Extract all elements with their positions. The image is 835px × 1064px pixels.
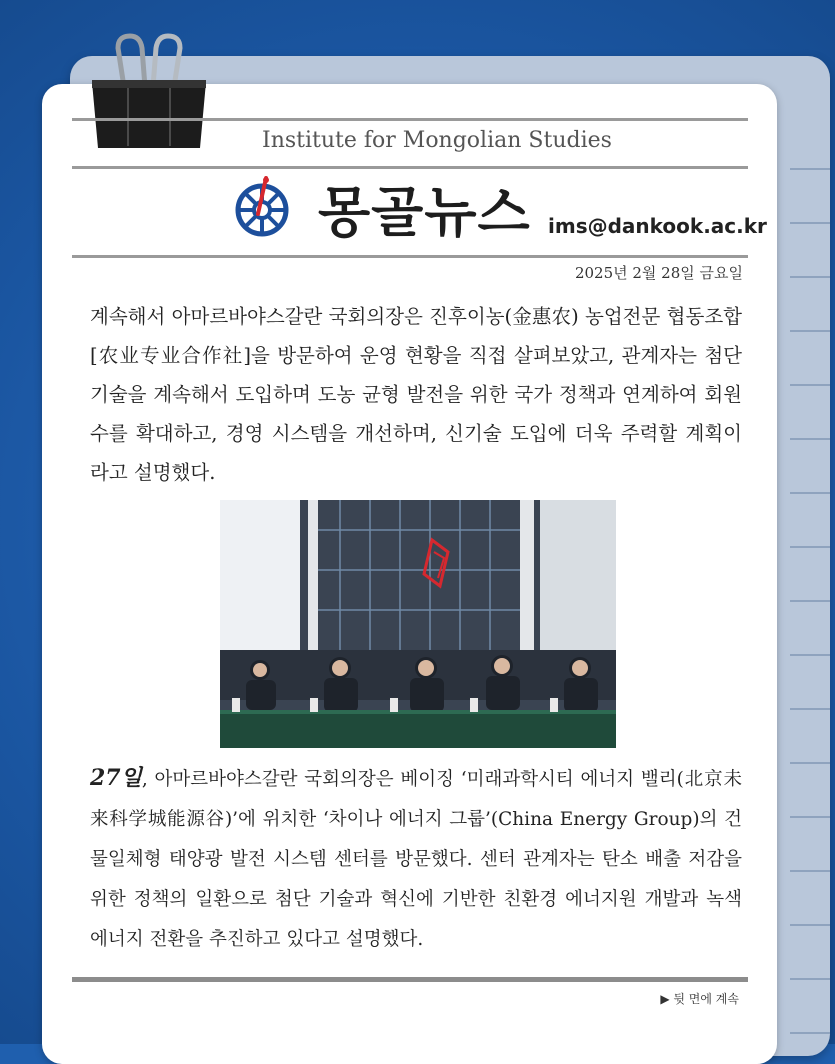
date-lead: 27일 [90,765,142,791]
title-rule [72,255,748,258]
article-paragraph-2 [90,758,742,960]
back-sheet-lines [790,116,830,1056]
article-paragraph-2-text: , 아마르바야스갈란 국회의장은 베이징 ‘미래과학시티 에너지 밸리(北京未来科学城能源谷)’에 위치한 ‘차이나 에너지 그룹’(China Energy Group)의 건물일체형 태양광 발전 시스템 센터를 방문했다. 센터 관계자는 탄소 배출 저감을 위한 정책의 일환으로 첨단 기술과 혁신에 기반한 친환경 에너지원 개발과 녹색 에너지 전환을 추진하고 있다고 설명했다. [90,769,742,950]
meeting-photo [220,500,616,748]
continue-note: ▶ 뒷 면에 계속 [660,992,739,1006]
issue-date: 2025년 2월 28일 금요일 [574,264,743,282]
institute-name: Institute for Mongolian Studies [262,128,612,153]
binder-clip-icon [88,30,210,150]
contact-email[interactable]: ims@dankook.ac.kr [548,214,767,238]
institute-rule [72,166,748,169]
article-paragraph-1: 계속해서 아마르바야스갈란 국회의장은 진후이농(金惠农) 농업전문 협동조합[农业专业合作社]을 방문하여 운영 현황을 직접 살펴보았고, 관계자는 첨단 기술을 계속해서 도입하며 도농 균형 발전을 위한 국가 정책과 연계하여 회원 수를 확대하고, 경영 시스템을 개선하며, 신기술 도입에 더욱 주력할 계획이라고 설명했다. [90,305,742,484]
top-rule [72,118,748,121]
institute-logo-icon [230,176,294,240]
newsletter-title: 몽골뉴스 [318,181,531,244]
bottom-rule [72,977,748,982]
